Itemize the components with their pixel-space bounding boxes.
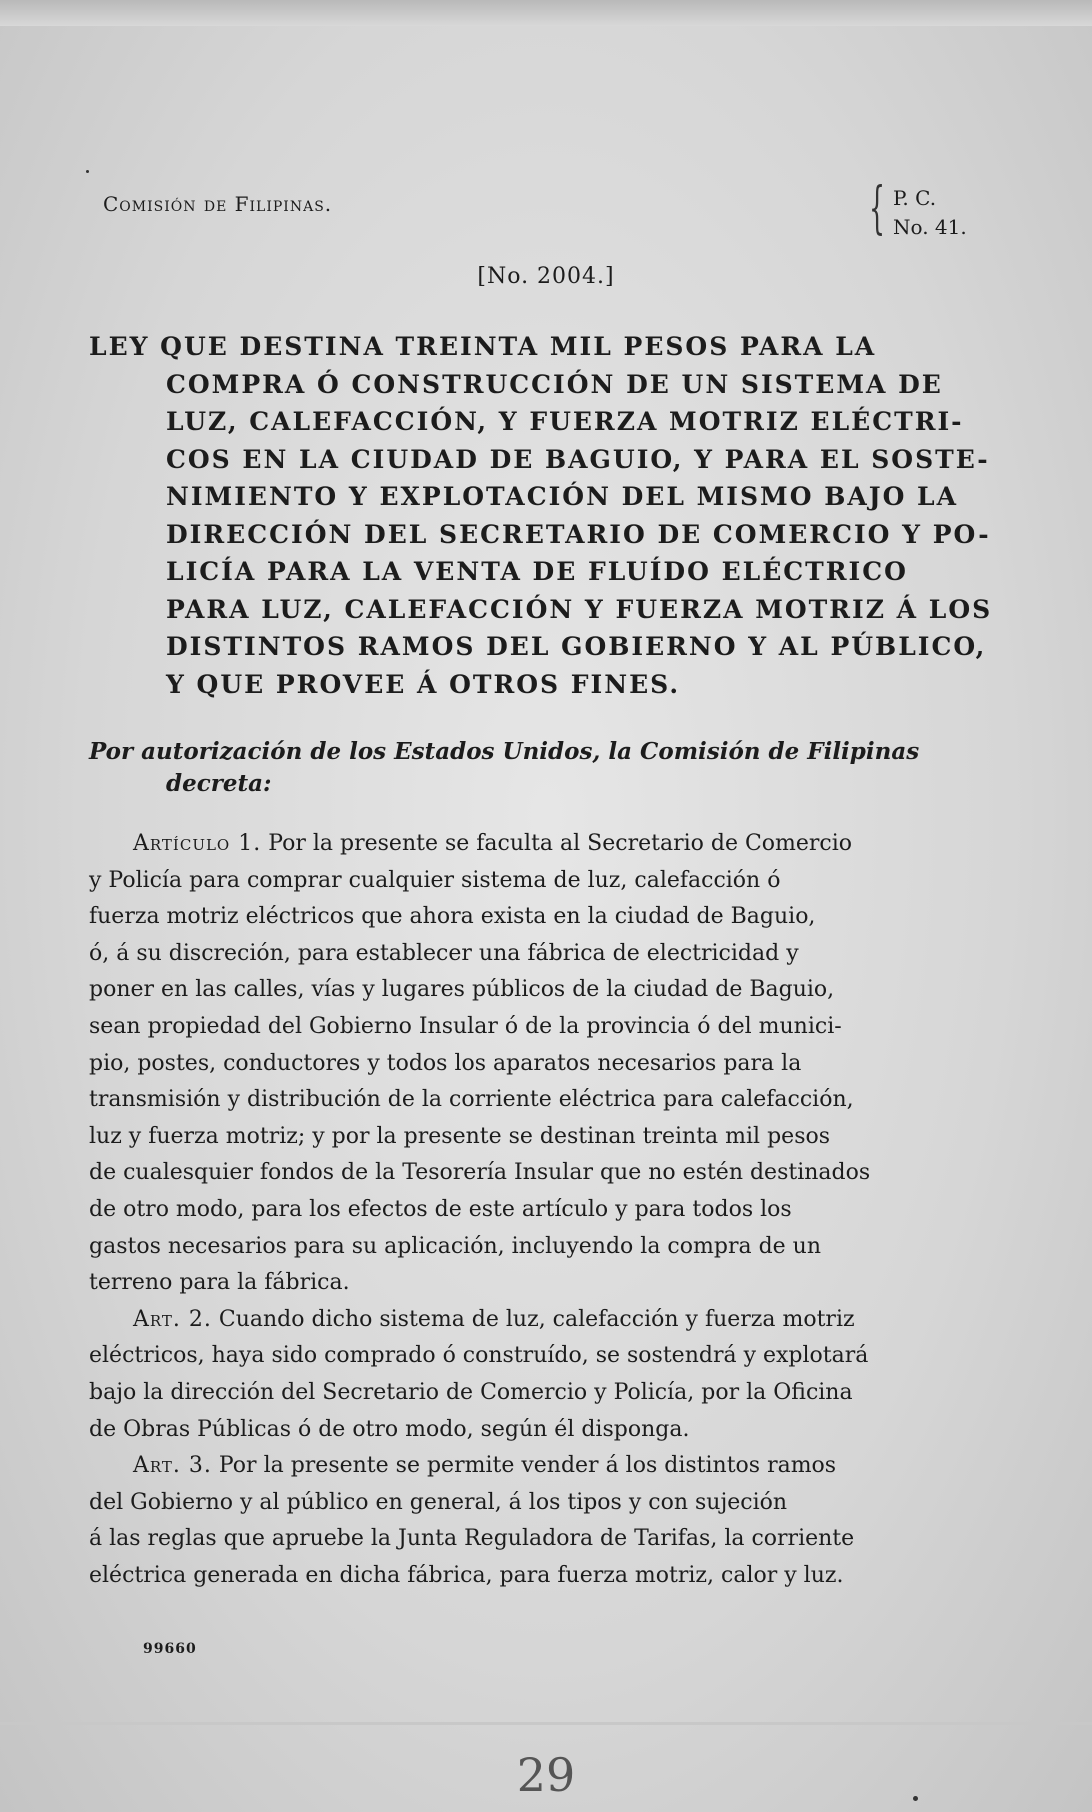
article-1-line: luz y fuerza motriz; y por la presente se destinan treinta mil pesos	[89, 1123, 831, 1149]
article-1-line: pio, postes, conductores y todos los aparatos necesarios para la	[89, 1050, 802, 1076]
article-label: Art. 2.	[133, 1306, 212, 1332]
enacting-clause	[89, 736, 1019, 800]
fold-line	[0, 1722, 1092, 1725]
title-line: Y QUE PROVEE Á OTROS FINES.	[166, 669, 681, 699]
article-1-line: fuerza motriz eléctricos que ahora exista en la ciudad de Baguio,	[89, 904, 816, 930]
scan-top-edge	[0, 0, 1092, 26]
article-label: Art. 3.	[133, 1453, 212, 1479]
reference-line-2: No. 41.	[893, 215, 967, 239]
title-line: NIMIENTO Y EXPLOTACIÓN DEL MISMO BAJO LA	[166, 482, 959, 511]
ink-speck	[86, 170, 89, 173]
article-1-line: transmisión y distribución de la corriente eléctrica para calefacción,	[89, 1087, 854, 1113]
enacting-line: decreta:	[166, 770, 272, 797]
article-2-line: de Obras Públicas ó de otro modo, según él disponga.	[89, 1416, 690, 1442]
article-1-line: gastos necesarios para su aplicación, incluyendo la compra de un	[89, 1233, 822, 1259]
article-1-line: de otro modo, para los efectos de este artículo y para todos los	[89, 1196, 792, 1222]
title-line: PARA LUZ, CALEFACCIÓN Y FUERZA MOTRIZ Á LOS	[166, 594, 993, 624]
article-1-line: poner en las calles, vías y lugares públicos de la ciudad de Baguio,	[89, 977, 835, 1003]
page-number: 29	[516, 1748, 576, 1802]
title-line: DISTINTOS RAMOS DEL GOBIERNO Y AL PÚBLICO,	[166, 632, 987, 661]
law-title	[89, 328, 1019, 703]
title-line: DIRECCIÓN DEL SECRETARIO DE COMERCIO Y PO-	[166, 519, 991, 549]
articles-body	[89, 826, 1019, 1594]
article-1-line: Artículo 1. Por la presente se faculta al Secretario de Comercio	[133, 831, 853, 856]
document-reference	[869, 176, 1023, 242]
article-3-line: eléctrica generada en dicha fábrica, para fuerza motriz, calor y luz.	[89, 1562, 844, 1588]
article-1-line: sean propiedad del Gobierno Insular ó de la provincia ó del munici-	[89, 1013, 842, 1039]
title-line: COMPRA Ó CONSTRUCCIÓN DE UN SISTEMA DE	[166, 369, 943, 399]
enacting-line: Por autorización de los Estados Unidos, la Comisión de Filipinas	[89, 738, 920, 765]
article-1-line: terreno para la fábrica.	[89, 1270, 350, 1296]
ink-speck	[913, 1796, 918, 1801]
reference-line-1: P. C.	[893, 186, 937, 210]
title-line: LEY QUE DESTINA TREINTA MIL PESOS PARA LA	[89, 332, 877, 361]
title-line: COS EN LA CIUDAD DE BAGUIO, Y PARA EL SOSTE-	[166, 444, 990, 474]
article-label: Artículo 1.	[133, 831, 262, 856]
article-3-line: á las reglas que apruebe la Junta Reguladora de Tarifas, la corriente	[89, 1526, 855, 1552]
article-3-line: Art. 3. Por la presente se permite vender á los distintos ramos	[133, 1453, 837, 1479]
brace-icon: {	[869, 176, 886, 241]
law-number: [No. 2004.]	[477, 264, 615, 289]
title-line: LICÍA PARA LA VENTA DE FLUÍDO ELÉCTRICO	[166, 557, 908, 586]
title-line: LUZ, CALEFACCIÓN, Y FUERZA MOTRIZ ELÉCTRI-	[166, 407, 964, 436]
article-2-line: bajo la dirección del Secretario de Comercio y Policía, por la Oficina	[89, 1379, 853, 1405]
print-code: 99660	[143, 1641, 197, 1657]
article-1-line: de cualesquier fondos de la Tesorería Insular que no estén destinados	[89, 1160, 871, 1186]
commission-heading: Comisión de Filipinas.	[103, 192, 333, 216]
article-2-line: eléctricos, haya sido comprado ó construído, se sostendrá y explotará	[89, 1343, 869, 1369]
article-2-line: Art. 2. Cuando dicho sistema de luz, calefacción y fuerza motriz	[133, 1306, 855, 1332]
article-1-line: y Policía para comprar cualquier sistema de luz, calefacción ó	[89, 867, 781, 893]
article-3-line: del Gobierno y al público en general, á los tipos y con sujeción	[89, 1489, 788, 1515]
article-1-line: ó, á su discreción, para establecer una fábrica de electricidad y	[89, 940, 799, 966]
